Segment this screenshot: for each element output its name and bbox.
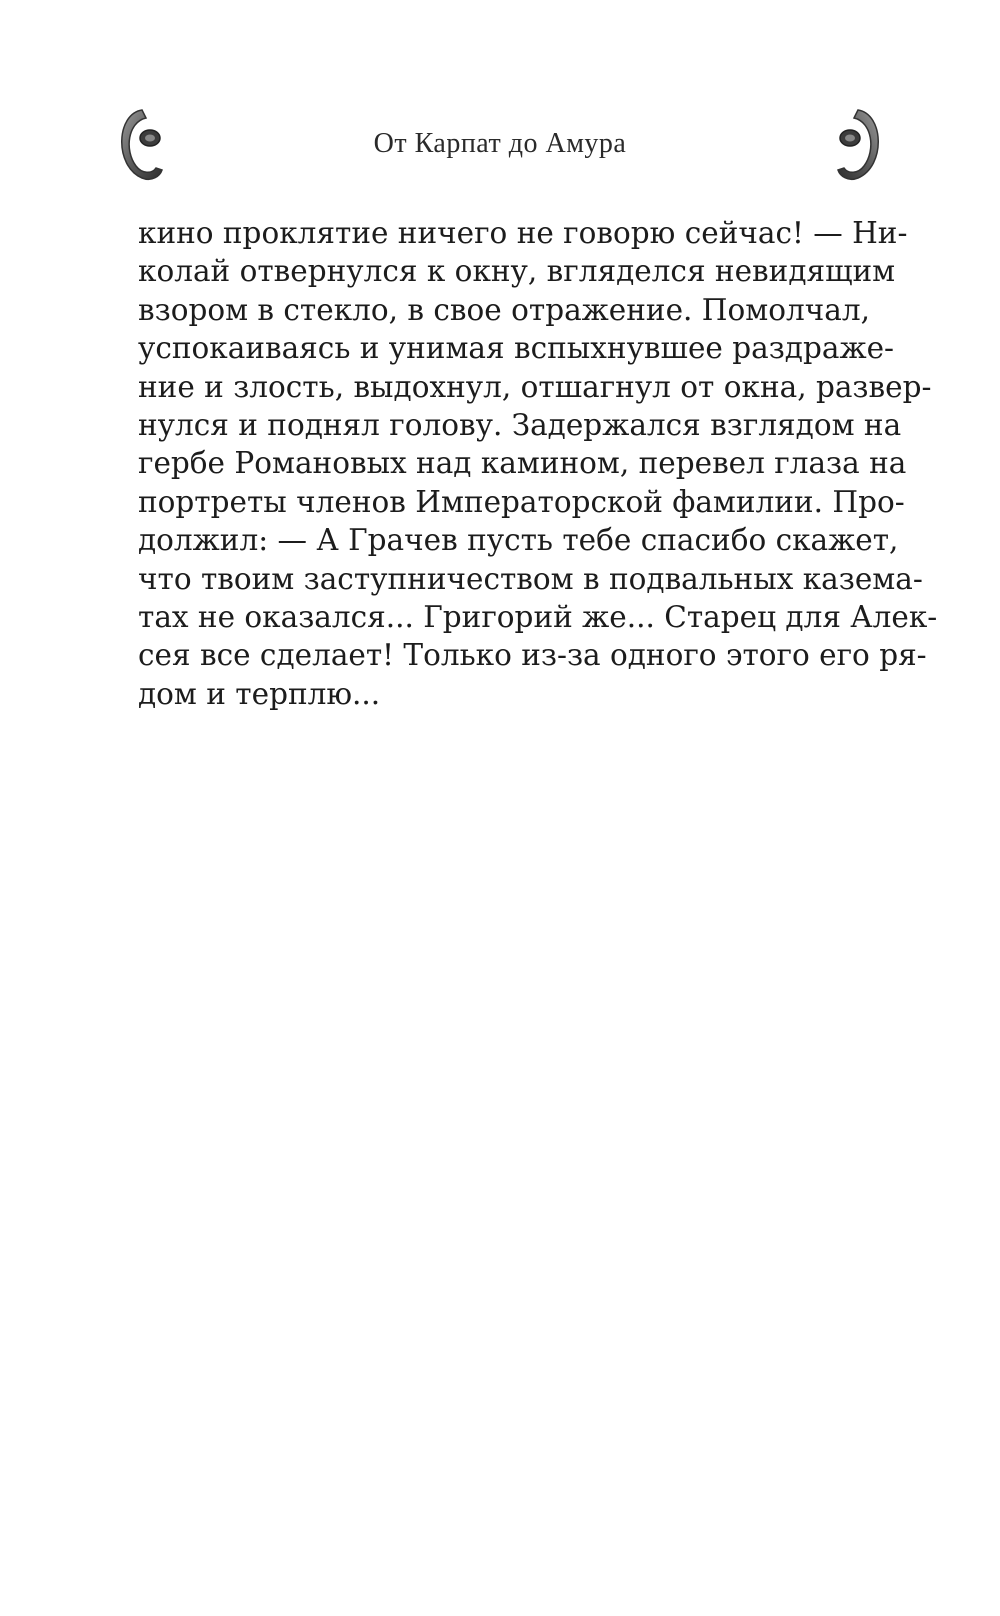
text-line: сея все сделает! Только из-за одного этого его ря-: [138, 638, 927, 673]
text-line: колай отвернулся к окну, вгляделся невидящим: [138, 254, 896, 289]
text-line: ние и злость, выдохнул, отшагнул от окна, развер-: [138, 369, 932, 404]
body-text: [138, 214, 938, 713]
text-line: нулся и поднял голову. Задержался взглядом на: [138, 407, 902, 442]
ring-ornament-icon: [698, 100, 888, 190]
text-line: гербе Романовых над камином, перевел глаза на: [138, 446, 907, 481]
page-header: [0, 100, 1000, 200]
text-line: что твоим заступничеством в подвальных казема-: [138, 561, 923, 596]
text-line: тах не оказался... Григорий же... Старец для Алек-: [138, 599, 938, 634]
running-title: От Карпат до Амура: [373, 128, 627, 159]
text-line: кино проклятие ничего не говорю сейчас! — Ни-: [138, 216, 908, 250]
text-line: должил: — А Грачев пусть тебе спасибо скажет,: [138, 523, 899, 558]
text-line: успокаиваясь и унимая вспыхнувшее раздраже-: [138, 331, 895, 366]
text-line: взором в стекло, в свое отражение. Помолчал,: [138, 292, 870, 327]
text-line: портреты членов Императорской фамилии. Про-: [138, 484, 905, 519]
text-line: дом и терплю...: [138, 676, 381, 711]
